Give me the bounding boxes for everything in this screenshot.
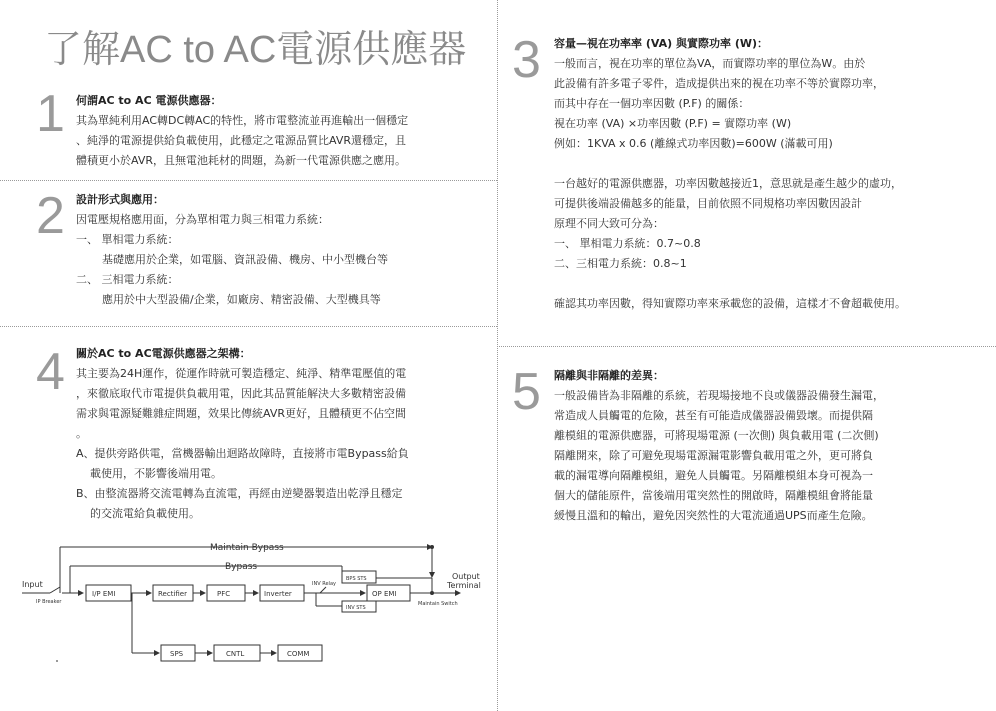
section-divider — [0, 326, 497, 327]
diagram-label-ip-emi: I/P EMI — [92, 590, 116, 598]
text-line: 需求與電源疑難雜症問題，效果比傳統AVR更好，且體積更不佔空間 — [76, 407, 406, 420]
diagram-label-pfc: PFC — [217, 590, 231, 598]
section-divider — [497, 346, 996, 347]
text-line: 原理不同大致可分為： — [554, 217, 664, 230]
diagram-label-bypass: Bypass — [225, 562, 258, 572]
text-line: 一台越好的電源供應器，功率因數越接近1，意思就是產生越少的虛功， — [554, 177, 902, 190]
section-architecture — [76, 344, 409, 524]
text-line: 一、 單相電力系統：0.7~0.8 — [554, 237, 701, 250]
diagram-label-inv-sts: INV STS — [346, 605, 366, 611]
diagram-label-terminal: Terminal — [447, 581, 481, 590]
diagram-label-inverter: Inverter — [264, 590, 292, 598]
text-line: 因電壓規格應用面，分為單相電力與三相電力系統： — [76, 213, 329, 226]
ups-block-diagram — [20, 535, 490, 670]
text-line: 緩慢且溫和的輸出，避免因突然性的大電流通過UPS而產生危險。 — [554, 509, 873, 522]
text-line: 體積更小於AVR，且無電池耗材的問題，為新一代電源供應之應用。 — [76, 154, 406, 167]
diagram-label-cntl: CNTL — [226, 650, 245, 658]
text-line: 常造成人員觸電的危險，甚至有可能造成儀器設備毀壞。而提供隔 — [554, 409, 873, 422]
text-line: 基礎應用於企業，如電腦、資訊設備、機房、中小型機台等 — [102, 253, 388, 266]
text-line: 二、 三相電力系統： — [76, 273, 179, 286]
section-number: 3 — [512, 31, 541, 89]
section-heading: 容量—視在功率率 (VA) 與實際功率 (W)： — [554, 37, 769, 50]
text-line: 、純淨的電源提供給負載使用，此穩定之電源品質比AVR還穩定，且 — [76, 134, 406, 147]
decorative-dot — [56, 660, 58, 662]
section-heading: 隔離與非隔離的差異： — [554, 369, 664, 382]
section-design — [76, 190, 388, 310]
section-isolation — [554, 366, 884, 526]
diagram-label-rectifier: Rectifier — [158, 590, 187, 598]
section-heading: 關於AC to AC電源供應器之架構： — [76, 347, 251, 360]
text-line: 載使用，不影響後端用電。 — [90, 467, 222, 480]
diagram-label-inv-relay: INV Relay — [312, 581, 336, 587]
section-number: 2 — [36, 187, 65, 245]
text-line: 視在功率 (VA) ×功率因數 (P.F) = 實際功率 (W) — [554, 117, 792, 130]
text-line: 一般設備皆為非隔離的系統，若現場接地不良或儀器設備發生漏電， — [554, 389, 884, 402]
page-title: 了解AC to AC電源供應器 — [44, 29, 467, 71]
text-line: 可提供後端設備越多的能量，目前依照不同規格功率因數因設計 — [554, 197, 862, 210]
diagram-label-maintain-switch: Maintain Switch — [418, 601, 458, 607]
section-capacity — [554, 34, 906, 314]
diagram-label-sps: SPS — [170, 650, 184, 658]
text-line: 其主要為24H運作，從運作時就可製造穩定、純淨、精準電壓值的電 — [76, 367, 407, 380]
section-heading: 何謂AC to AC 電源供應器： — [76, 94, 222, 107]
text-line: 確認其功率因數，得知實際功率來承載您的設備，這樣才不會超載使用。 — [554, 297, 906, 310]
text-line: A、提供旁路供電，當機器輸出迴路故障時，直接將市電Bypass給負 — [76, 447, 409, 460]
diagram-label-input: Input — [22, 580, 43, 589]
diagram-label-output: Output — [452, 572, 480, 581]
section-heading: 設計形式與應用： — [76, 193, 164, 206]
diagram-label-op-emi: OP EMI — [372, 590, 397, 598]
text-line: 二、三相電力系統：0.8~1 — [554, 257, 687, 270]
section-number: 4 — [36, 343, 65, 401]
text-line: 載的漏電導向隔離模組，避免人員觸電。另隔離模組本身可視為一 — [554, 469, 873, 482]
text-line: 離模組的電源供應器，可將現場電源 (一次側) 與負載用電 (二次側) — [554, 429, 879, 442]
text-line: 一般而言，視在功率的單位為VA，而實際功率的單位為W。由於 — [554, 57, 866, 70]
text-line: 隔離開來，除了可避免現場電源漏電影響負載用電之外，更可將負 — [554, 449, 873, 462]
text-line: 而其中存在一個功率因數 (P.F) 的關係： — [554, 97, 750, 110]
section-divider — [0, 180, 497, 181]
section-what-is — [76, 91, 408, 171]
text-line: 。 — [76, 427, 87, 440]
text-line: 應用於中大型設備/企業，如廠房、精密設備、大型機具等 — [102, 293, 381, 306]
text-line: 的交流電給負載使用。 — [90, 507, 200, 520]
text-line: 例如：1KVA x 0.6 (離線式功率因數)=600W (滿載可用) — [554, 137, 833, 150]
diagram-label-bps-sts: BPS STS — [346, 576, 367, 582]
diagram-label-comm: COMM — [287, 650, 310, 658]
text-line: 一、 單相電力系統： — [76, 233, 179, 246]
section-number: 5 — [512, 363, 541, 421]
text-line: 個大的儲能原件，當後端用電突然性的開啟時，隔離模組會將能量 — [554, 489, 873, 502]
text-line: 其為單純利用AC轉DC轉AC的特性，將市電整流並再進輸出一個穩定 — [76, 114, 409, 127]
text-line: ，來徹底取代市電提供負載用電，因此其品質能解決大多數精密設備 — [76, 387, 406, 400]
text-line: 此設備有許多電子零件，造成提供出來的視在功率不等於實際功率， — [554, 77, 884, 90]
text-line: B、由整流器將交流電轉為直流電，再經由逆變器製造出乾淨且穩定 — [76, 487, 403, 500]
diagram-label-maintain-bypass: Maintain Bypass — [210, 543, 284, 553]
column-divider — [497, 0, 498, 711]
section-number: 1 — [36, 85, 65, 143]
diagram-label-ip-breaker: IP Breaker — [36, 599, 62, 605]
